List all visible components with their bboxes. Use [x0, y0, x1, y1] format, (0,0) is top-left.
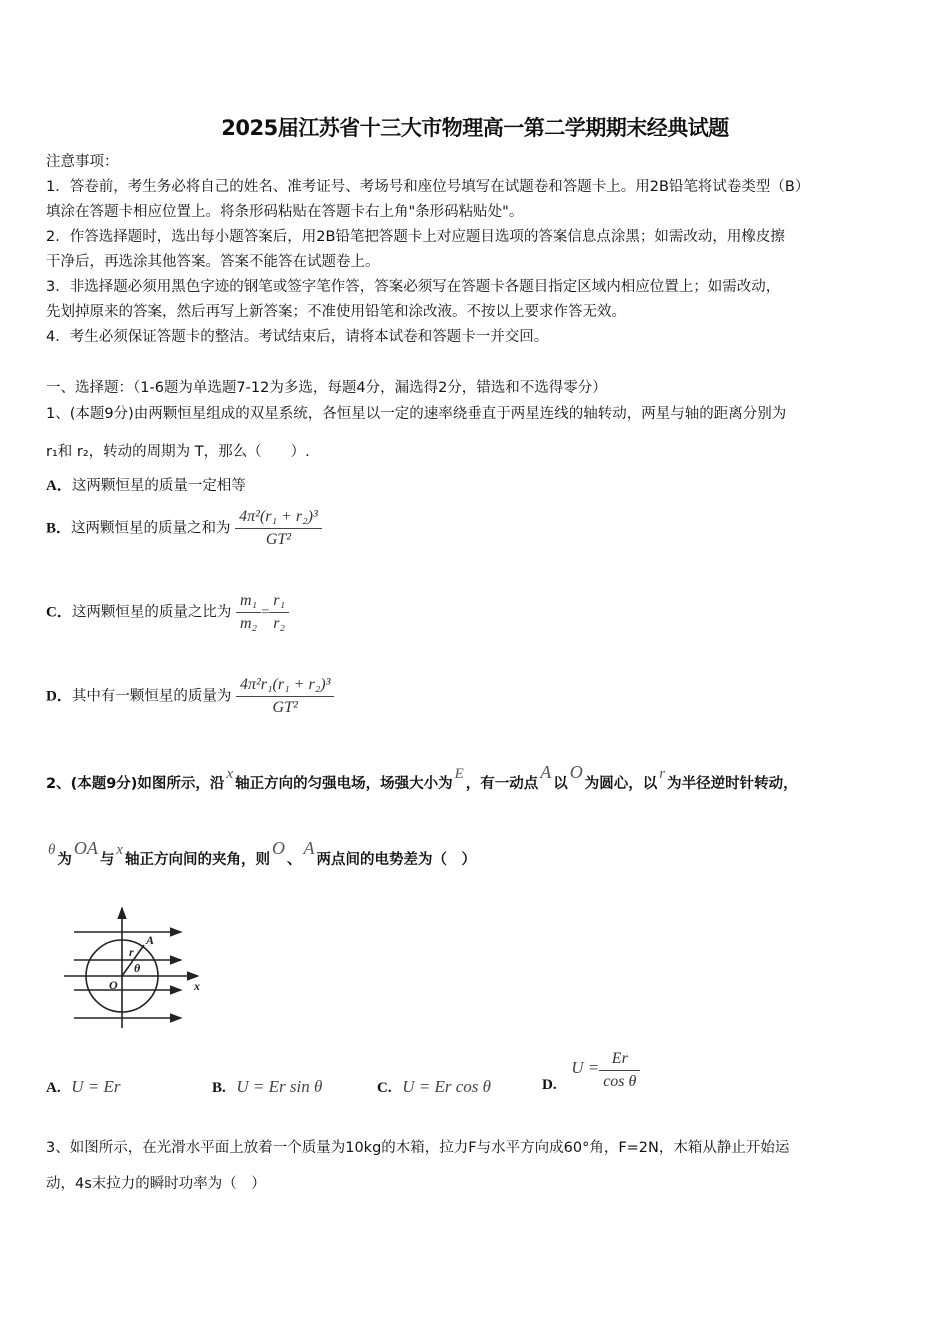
- numerator: 4π²(r₁ + r₂)³: [235, 508, 322, 529]
- numerator: Er: [599, 1050, 640, 1071]
- denominator: cos θ: [603, 1073, 637, 1090]
- formula-fraction: [236, 592, 261, 633]
- notice-line: 2．作答选择题时，选出每小题答案后，用2B铅笔把答题卡上对应题目选项的答案信息点涂黑；如需改动，用橡皮擦: [46, 229, 785, 245]
- option-label: A．: [46, 478, 72, 494]
- formula: U = Er sin θ: [236, 1077, 323, 1096]
- page-title: 2025届江苏省十三大市物理高一第二学期期末经典试题: [221, 116, 729, 140]
- label-a: A: [146, 933, 155, 947]
- q1-option-a: [46, 474, 246, 495]
- option-text: 其中有一颗恒星的质量为: [71, 688, 232, 705]
- q2-option-b: B. U = Er sin θ: [212, 1077, 323, 1096]
- q2-stem-line1: 2、(本题9分)如图所示，沿x轴正方向的匀强电场，场强大小为E，有一动点A以O为圆心，以r为半径逆时针转动，: [46, 762, 798, 792]
- denominator: m₂: [239, 615, 258, 632]
- equals-sign: =: [261, 604, 270, 621]
- numerator: r₁: [269, 592, 289, 613]
- electric-field-circle-icon: [46, 888, 206, 1036]
- option-label: C．: [46, 604, 72, 621]
- option-label: B．: [46, 520, 72, 537]
- notice-line: 1．答卷前，考生务必将自己的姓名、准考证号、考场号和座位号填写在试题卷和答题卡上。用2B铅笔将试卷类型（B）: [46, 179, 810, 195]
- option-text: 这两颗恒星的质量一定相等: [71, 478, 246, 494]
- label-o: O: [109, 978, 118, 992]
- formula-fraction: [269, 592, 289, 633]
- notice-line: 填涂在答题卡相应位置上。将条形码粘贴在答题卡右上角"条形码粘贴处"。: [46, 204, 524, 220]
- q2-option-a: A. U = Er: [46, 1077, 121, 1096]
- q2-option-c: C. U = Er cos θ: [377, 1077, 491, 1096]
- notice-line: 干净后，再选涂其他答案。答案不能答在试题卷上。: [46, 254, 380, 270]
- denominator: r₂: [273, 615, 286, 632]
- notice-line: 先划掉原来的答案，然后再写上新答案；不准使用铅笔和涂改液。不按以上要求作答无效。: [46, 304, 626, 320]
- denominator: GT²: [272, 699, 298, 716]
- formula-fraction: [599, 1050, 640, 1091]
- option-text: 这两颗恒星的质量之比为: [71, 604, 232, 621]
- option-text: 这两颗恒星的质量之和为: [71, 520, 231, 537]
- q1-option-b: [46, 508, 322, 549]
- label-theta: θ: [134, 961, 141, 975]
- q2-option-d: D. U = $\frac{Er}{\text{cos θ}}$: [542, 1050, 640, 1091]
- formula: U = Er cos θ: [402, 1077, 491, 1096]
- formula-lhs: U =: [571, 1057, 600, 1077]
- section-heading: 一、选择题：（1-6题为单选题7-12为多选，每题4分，漏选得2分，错选和不选得零分）: [46, 380, 607, 396]
- notice-heading: 注意事项：: [46, 154, 119, 170]
- q2-stem-line2: θ为OA与x轴正方向间的夹角，则O、A两点间的电势差为（ ）: [48, 838, 477, 868]
- q3-stem-line2: 动，4s末拉力的瞬时功率为（ ）: [46, 1176, 266, 1192]
- q1-stem-line1: 1、(本题9分)由两颗恒星组成的双星系统，各恒星以一定的速率绕垂直于两星连线的轴转动，两星与轴的距离分别为: [46, 406, 787, 422]
- label-x: x: [194, 979, 200, 993]
- denominator: GT²: [265, 531, 292, 548]
- numerator: m₁: [236, 592, 261, 613]
- label-r: r: [129, 945, 134, 959]
- q2-field-diagram: [46, 888, 206, 1036]
- formula: U = Er: [71, 1077, 121, 1096]
- q1-option-c: [46, 592, 289, 633]
- q1-stem-line2: r₁和 r₂，转动的周期为 T，那么（ ）.: [46, 444, 310, 460]
- notice-line: 4．考生必须保证答题卡的整洁。考试结束后，请将本试卷和答题卡一并交回。: [46, 329, 549, 345]
- notice-line: 3．非选择题必须用黑色字迹的钢笔或签字笔作答，答案必须写在答题卡各题目指定区域内相应位置上；如需改动，: [46, 279, 781, 295]
- q3-stem-line1: 3、如图所示，在光滑水平面上放着一个质量为10kg的木箱，拉力F与水平方向成60°角，F=2N，木箱从静止开始运: [46, 1140, 790, 1156]
- q1-option-d: [46, 676, 334, 717]
- option-label: D．: [46, 688, 72, 705]
- formula-fraction: [236, 676, 334, 717]
- formula-fraction: [235, 508, 322, 549]
- numerator: 4π²r₁(r₁ + r₂)³: [236, 676, 334, 697]
